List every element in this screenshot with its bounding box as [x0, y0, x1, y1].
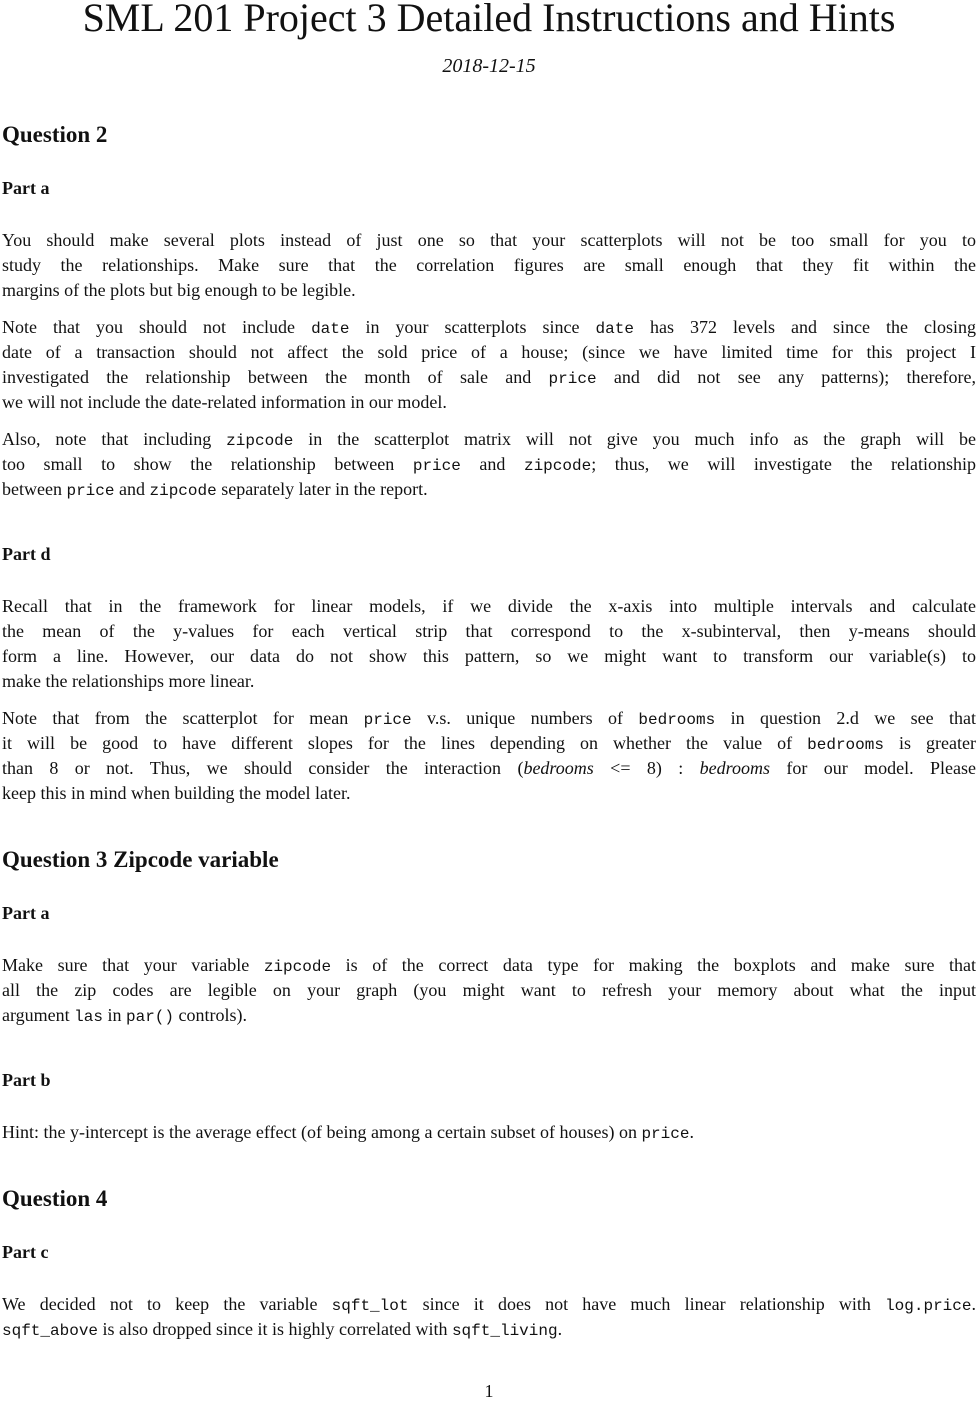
- text-run: keep this in mind when building the model later.: [2, 783, 351, 803]
- text-run: the mean of the y-values for each vertical strip that correspond to the x-subinterval, then y-means should: [2, 621, 976, 641]
- text-line: [2, 594, 976, 619]
- text-line: [2, 278, 976, 303]
- text-run: Make sure that your variable: [2, 955, 264, 975]
- code-span: zipcode: [523, 457, 592, 475]
- section-heading: Question 4: [2, 1186, 108, 1211]
- code-span: date: [595, 320, 634, 338]
- part-heading: Part a: [2, 903, 50, 923]
- paragraph: [2, 1292, 976, 1342]
- text-run: separately later in the report.: [216, 479, 428, 499]
- paragraph: [2, 228, 976, 303]
- document-title: SML 201 Project 3 Detailed Instructions and Hints: [82, 0, 896, 40]
- text-run: v.s. unique numbers of: [411, 708, 639, 728]
- text-line: [2, 365, 976, 390]
- code-span: zipcode: [226, 432, 294, 450]
- code-span: las: [74, 1008, 103, 1026]
- text-line: [2, 756, 976, 781]
- text-line: [2, 781, 976, 806]
- text-run: Note that from the scatterplot for mean: [2, 708, 364, 728]
- text-run: Also, note that including: [2, 429, 227, 449]
- text-line: [2, 228, 976, 253]
- text-line: [2, 390, 976, 415]
- text-run: You should make several plots instead of just one so that your scatterplots will not be too small for you to: [2, 230, 976, 250]
- code-span: price: [641, 1125, 690, 1143]
- part-heading: Part c: [2, 1242, 49, 1262]
- code-span: price: [363, 711, 412, 729]
- paragraph: [2, 594, 976, 694]
- text-run: is greater: [883, 733, 976, 753]
- text-line: [2, 644, 976, 669]
- text-run: Hint: the y-intercept is the average effect (of being among a certain subset of houses) on: [2, 1122, 642, 1142]
- code-span: price: [548, 370, 597, 388]
- text-run: controls).: [174, 1005, 247, 1025]
- text-run: Recall that in the framework for linear models, if we divide the x-axis into multiple intervals and calculate: [2, 596, 976, 616]
- text-line: [2, 1003, 976, 1028]
- part-heading: Part b: [2, 1070, 51, 1090]
- text-run: study the relationships. Make sure that the correlation figures are small enough that they fit within the: [2, 255, 976, 275]
- text-line: [2, 619, 976, 644]
- text-line: [2, 978, 976, 1003]
- text-line: [2, 1120, 976, 1145]
- section-heading: Question 3 Zipcode variable: [2, 847, 279, 872]
- paragraph: [2, 953, 976, 1028]
- paragraph: [2, 315, 976, 415]
- italic-math: bedrooms: [523, 758, 594, 778]
- paragraph: [2, 1120, 976, 1145]
- text-run: and: [114, 479, 150, 499]
- code-span: par(): [125, 1008, 174, 1026]
- code-span: sqft_living: [451, 1322, 558, 1340]
- text-line: [2, 1317, 976, 1342]
- text-run: is also dropped since it is highly correlated with: [98, 1319, 452, 1339]
- code-span: bedrooms: [807, 736, 884, 754]
- text-run: .: [557, 1319, 563, 1339]
- text-run: it will be good to have different slopes for the lines depending on whether the value of: [2, 733, 808, 753]
- text-run: and: [460, 454, 524, 474]
- text-line: [2, 731, 976, 756]
- text-run: between: [2, 479, 67, 499]
- text-run: form a line. However, our data do not show this pattern, so we might want to transform our variable(s) to: [2, 646, 976, 666]
- section-heading: Question 2: [2, 122, 108, 147]
- part-heading: Part a: [2, 178, 50, 198]
- text-line: [2, 477, 976, 502]
- text-run: since it does not have much linear relationship with: [408, 1294, 886, 1314]
- text-run: Note that you should not include: [2, 317, 312, 337]
- text-run: all the zip codes are legible on your graph (you might want to refresh your memory about what the input: [2, 980, 976, 1000]
- text-run: .: [689, 1122, 694, 1142]
- text-run: We decided not to keep the variable: [2, 1294, 332, 1314]
- text-run: margins of the plots but big enough to be legible.: [2, 280, 356, 300]
- text-run: we will not include the date-related information in our model.: [2, 392, 447, 412]
- text-run: has 372 levels and since the closing: [633, 317, 976, 337]
- text-run: <= 8) :: [593, 758, 700, 778]
- text-line: [2, 953, 976, 978]
- code-span: sqft_above: [2, 1322, 99, 1340]
- text-line: [2, 669, 976, 694]
- code-span: zipcode: [263, 958, 332, 976]
- code-span: zipcode: [149, 482, 217, 500]
- text-run: than 8 or not. Thus, we should consider the interaction (: [2, 758, 524, 778]
- text-run: .: [971, 1294, 976, 1314]
- code-span: sqft_lot: [331, 1297, 409, 1315]
- text-line: [2, 706, 976, 731]
- text-run: investigated the relationship between the month of sale and: [2, 367, 549, 387]
- text-line: [2, 427, 976, 452]
- text-run: make the relationships more linear.: [2, 671, 255, 691]
- text-run: too small to show the relationship between: [2, 454, 413, 474]
- text-line: [2, 1292, 976, 1317]
- text-line: [2, 315, 976, 340]
- text-line: [2, 452, 976, 477]
- text-run: for our model. Please: [769, 758, 976, 778]
- code-span: price: [412, 457, 461, 475]
- italic-math: bedrooms: [699, 758, 770, 778]
- text-run: argument: [2, 1005, 75, 1025]
- code-span: price: [66, 482, 115, 500]
- code-span: date: [311, 320, 350, 338]
- text-run: in question 2.d we see that: [715, 708, 976, 728]
- text-run: date of a transaction should not affect the sold price of a house; (since we have limited time for this project I: [2, 342, 976, 362]
- paragraph: [2, 706, 976, 806]
- text-line: [2, 340, 976, 365]
- text-line: [2, 253, 976, 278]
- text-run: ; thus, we will investigate the relationship: [591, 454, 976, 474]
- text-run: and did not see any patterns); therefore,: [596, 367, 976, 387]
- code-span: log.price: [885, 1297, 972, 1315]
- part-heading: Part d: [2, 544, 51, 564]
- text-run: in: [102, 1005, 126, 1025]
- paragraph: [2, 427, 976, 502]
- page-number: 1: [484, 1381, 494, 1401]
- document-date: 2018-12-15: [442, 55, 536, 77]
- text-run: in your scatterplots since: [349, 317, 596, 337]
- text-run: in the scatterplot matrix will not give you much info as the graph will be: [293, 429, 977, 449]
- text-run: is of the correct data type for making the boxplots and make sure that: [331, 955, 977, 975]
- code-span: bedrooms: [638, 711, 716, 729]
